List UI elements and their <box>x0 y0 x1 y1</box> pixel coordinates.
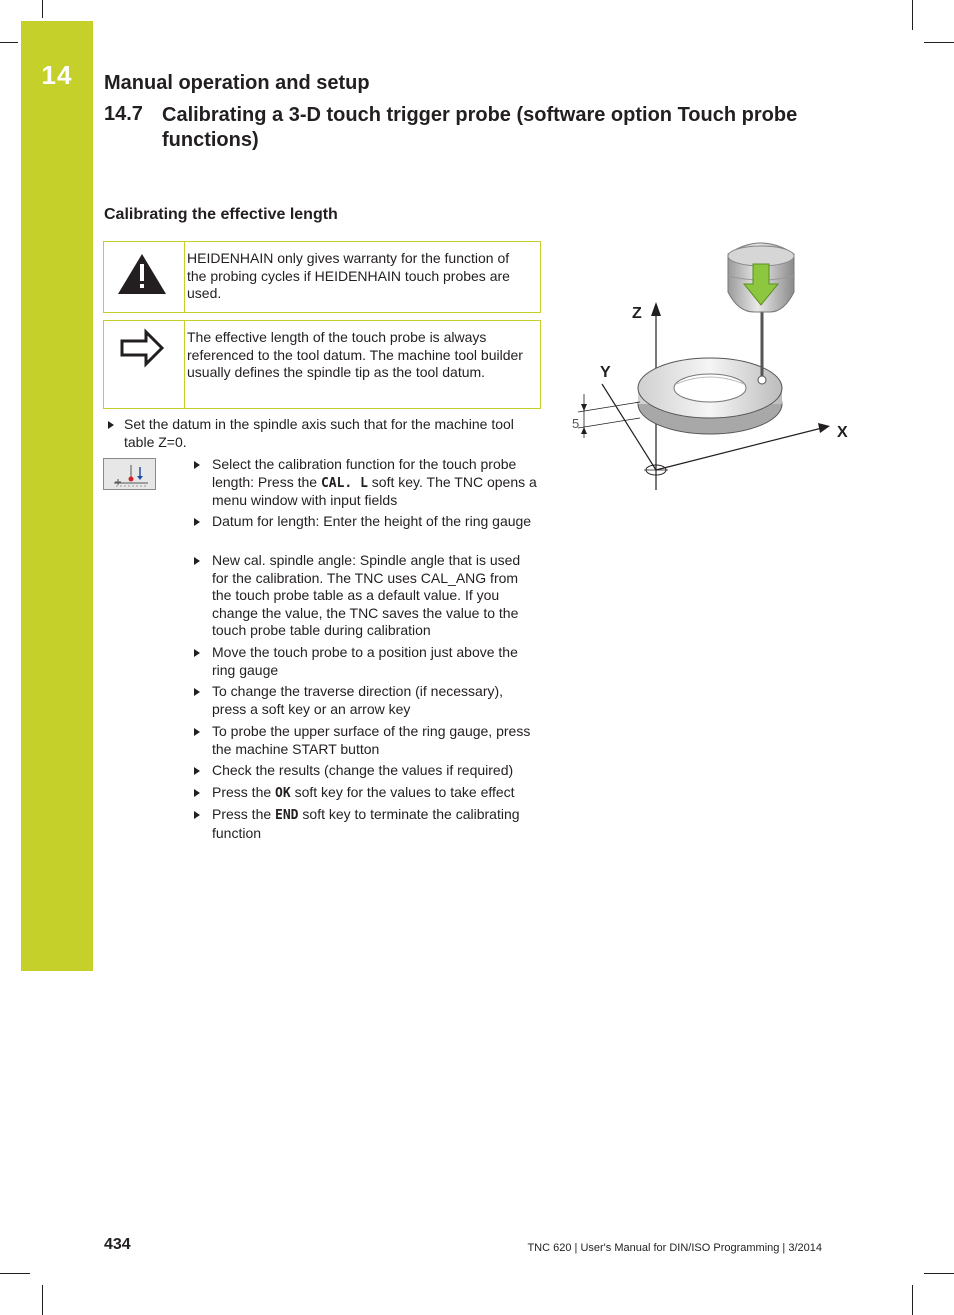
z-axis-arrow <box>651 302 661 316</box>
step-item <box>194 806 539 842</box>
softkey-name: OK <box>275 786 291 801</box>
bullet-triangle-icon <box>194 789 200 797</box>
warning-note <box>103 241 541 313</box>
bullet-triangle-icon <box>194 518 200 526</box>
bullet-triangle-icon <box>194 461 200 469</box>
main-step-text: Set the datum in the spindle axis such that for the machine tool table Z=0. <box>124 416 514 450</box>
step-text: New cal. spindle angle: Spindle angle that is used for the calibration. The TNC uses CAL_ANG from the touch probe table as a default value. If you change the value, the TNC saves the value to the touch probe table during calibration <box>212 552 521 638</box>
x-axis-label: X <box>837 424 848 441</box>
step-item <box>194 513 539 531</box>
bullet-triangle-icon <box>194 649 200 657</box>
warning-note-text: HEIDENHAIN only gives warranty for the function of the probing cycles if HEIDENHAIN touch probes are used. <box>187 250 510 301</box>
y-axis-label: Y <box>600 364 611 381</box>
chapter-side-band <box>21 21 93 971</box>
info-note-text: The effective length of the touch probe is always referenced to the tool datum. The machine tool builder usually defines the spindle tip as the tool datum. <box>187 329 523 380</box>
step-item <box>194 784 539 803</box>
softkey-name: CAL. L <box>320 475 368 491</box>
x-axis-line <box>656 428 822 470</box>
crop-mark <box>924 42 954 43</box>
bullet-triangle-icon <box>108 421 114 429</box>
crop-mark <box>0 1273 30 1274</box>
dimension-label: 5 <box>572 416 580 431</box>
crop-mark <box>912 0 913 30</box>
step-item <box>194 644 539 679</box>
main-step <box>108 416 538 451</box>
crop-mark <box>42 0 43 18</box>
step-item <box>194 552 539 640</box>
bullet-triangle-icon <box>194 557 200 565</box>
subheading: Calibrating the effective length <box>104 206 338 223</box>
x-axis-arrow <box>818 423 830 433</box>
step-item <box>194 683 539 718</box>
probe-ball <box>758 376 766 384</box>
cal-l-softkey-icon <box>103 458 156 490</box>
step-item <box>194 762 539 780</box>
section-title: Calibrating a 3-D touch trigger probe (software option Touch probe functions) <box>162 104 798 151</box>
step-text: Move the touch probe to a position just above the ring gauge <box>212 644 518 678</box>
bullet-triangle-icon <box>194 688 200 696</box>
bullet-triangle-icon <box>194 728 200 736</box>
ring-gauge-hole <box>674 374 746 402</box>
crop-mark <box>912 1285 913 1315</box>
footer-text: TNC 620 | User's Manual for DIN/ISO Programming | 3/2014 <box>527 1242 822 1254</box>
step-text: Check the results (change the values if required) <box>212 762 514 778</box>
step-text: Select the calibration function for the touch probe length: Press the CAL. L soft key. The TNC opens a menu window with input fields <box>212 456 537 508</box>
warning-triangle-icon <box>104 242 185 312</box>
info-note <box>103 320 541 409</box>
chapter-number: 14 <box>41 60 73 90</box>
crop-mark <box>42 1285 43 1315</box>
step-item <box>194 723 539 758</box>
chapter-title: Manual operation and setup <box>104 72 370 94</box>
step-text: Datum for length: Enter the height of the ring gauge <box>212 513 532 529</box>
ring-gauge-figure <box>560 232 860 498</box>
z-axis-label: Z <box>632 305 642 322</box>
softkey-name: END <box>275 808 299 823</box>
crop-mark <box>0 42 18 43</box>
step-text: Press the OK soft key for the values to take effect <box>212 784 515 801</box>
section-number: 14.7 <box>104 103 143 125</box>
step-text: To probe the upper surface of the ring gauge, press the machine START button <box>212 723 531 757</box>
step-text: Press the END soft key to terminate the calibrating function <box>212 806 520 841</box>
crop-mark <box>924 1273 954 1274</box>
step-text: To change the traverse direction (if necessary), press a soft key or an arrow key <box>212 683 504 717</box>
bullet-triangle-icon <box>194 811 200 819</box>
arrow-right-icon <box>104 321 185 408</box>
bullet-triangle-icon <box>194 767 200 775</box>
page-number: 434 <box>104 1236 131 1253</box>
step-item <box>194 456 539 510</box>
